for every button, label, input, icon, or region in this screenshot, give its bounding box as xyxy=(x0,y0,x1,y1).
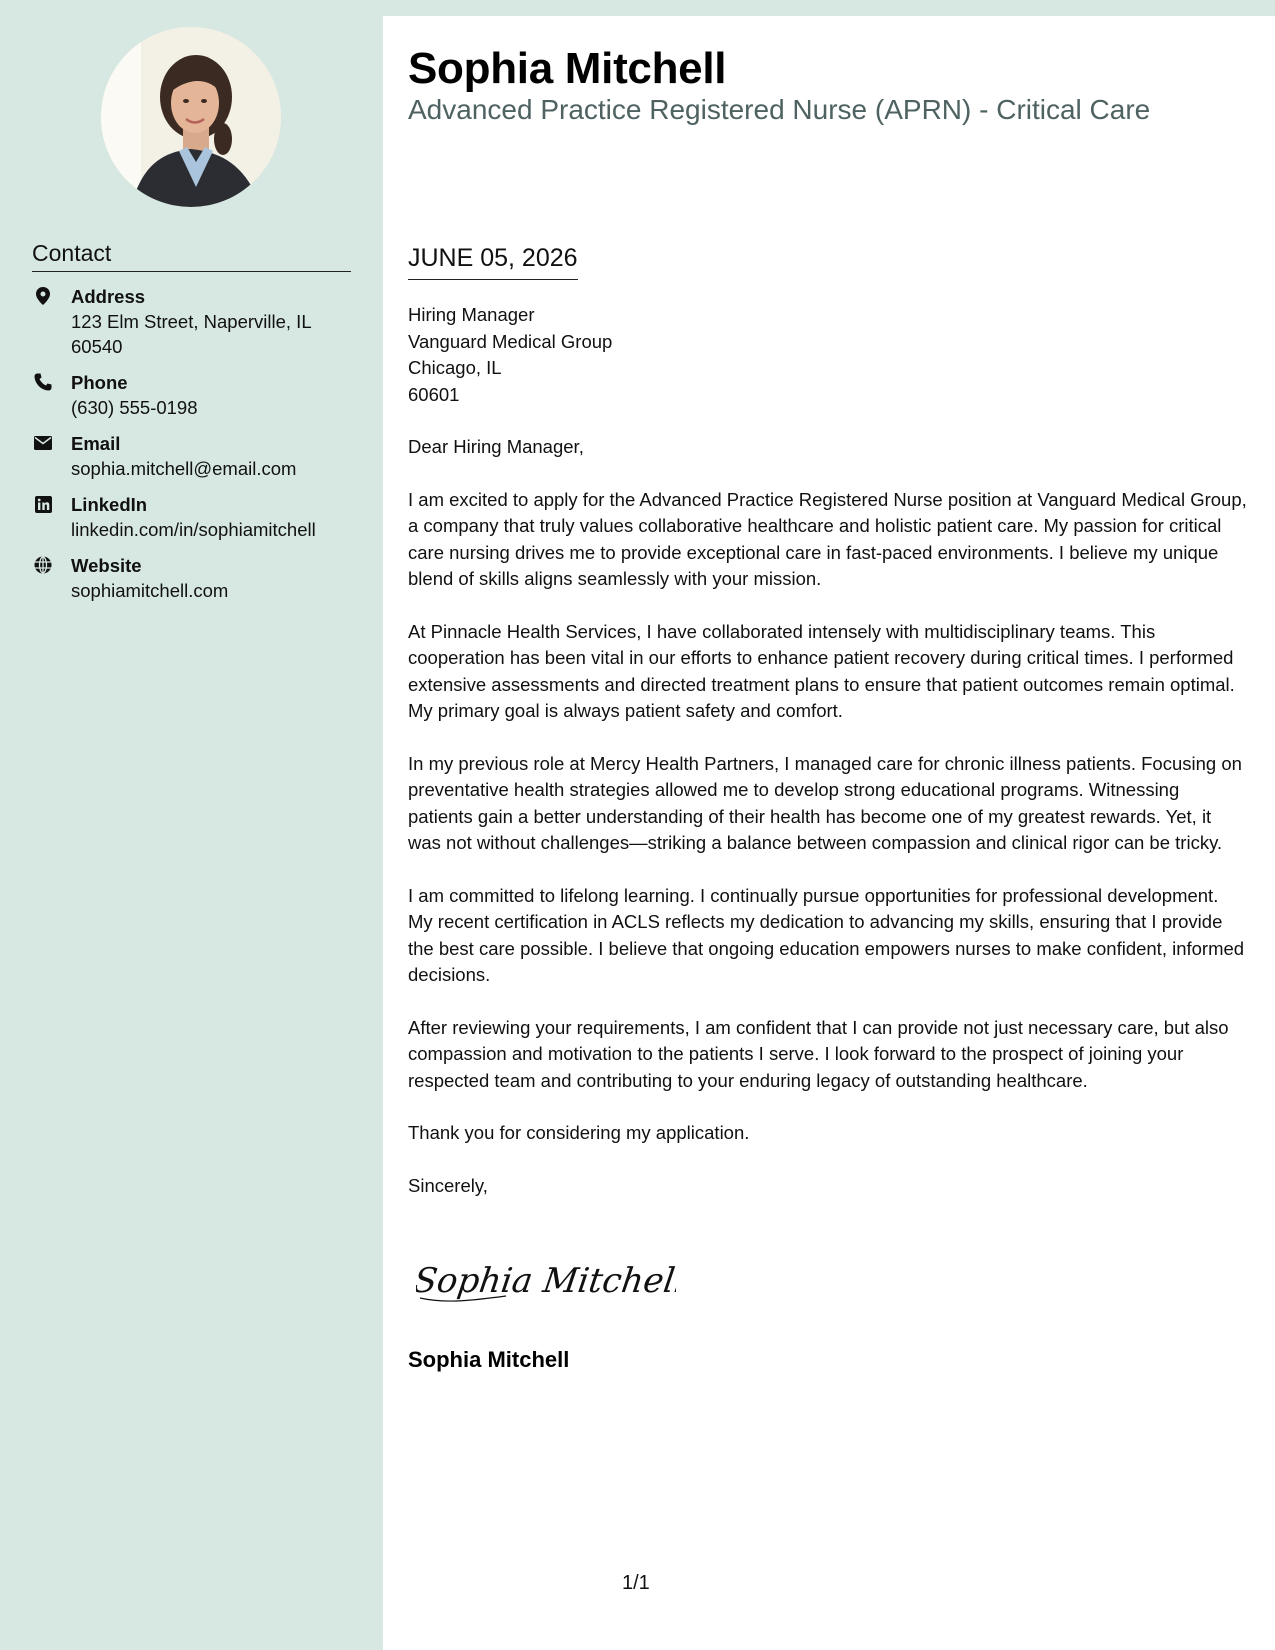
recipient-line: 60601 xyxy=(408,383,460,405)
contact-value: linkedin.com/in/sophiamitchell xyxy=(71,519,316,540)
letter-date: JUNE 05, 2026 xyxy=(408,244,578,280)
signer-name: Sophia Mitchell xyxy=(408,1347,570,1372)
profile-photo xyxy=(101,27,281,207)
contact-value: (630) 555-0198 xyxy=(71,397,198,418)
closing: Sincerely, xyxy=(408,1174,488,1196)
signature-text: Sophia Mitchell xyxy=(416,1261,676,1301)
letter-body xyxy=(408,302,1248,1225)
letter-paragraph: After reviewing your requirements, I am confident that I can provide not just necessary care, but also compassion and motivation to the patients I serve. I look forward to the prospect of joining your respected team and contributing to your enduring legacy of outstanding healthcare. xyxy=(408,1016,1229,1091)
recipient-block xyxy=(408,302,1248,408)
page-number: 1/1 xyxy=(622,1572,650,1594)
contact-heading: Contact xyxy=(32,240,351,272)
letter-paragraph: In my previous role at Mercy Health Partners, I managed care for chronic illness patients. Focusing on preventative health strategies allowed me to develop strong educational programs. Witnessing patients gain a better understanding of their health has become one of my greatest rewards. Yet, it was not without challenges—striking a balance between compassion and clinical rigor can be tricky. xyxy=(408,752,1242,853)
applicant-name: Sophia Mitchell xyxy=(408,44,727,93)
contact-value: sophiamitchell.com xyxy=(71,580,229,601)
contact-label: Address xyxy=(71,286,146,307)
handwritten-signature xyxy=(416,1252,676,1312)
linkedin-icon xyxy=(34,494,52,514)
contact-email xyxy=(32,431,362,481)
recipient-line: Chicago, IL xyxy=(408,357,502,378)
recipient-line: Hiring Manager xyxy=(408,304,535,325)
contact-label: LinkedIn xyxy=(71,494,148,515)
contact-label: Website xyxy=(71,555,142,576)
letter-paragraph: Thank you for considering my application. xyxy=(408,1122,750,1143)
letter-paragraph: At Pinnacle Health Services, I have collaborated intensely with multidisciplinary teams. This cooperation has been vital in our efforts to enhance patient recovery during critical times. I performed extensive assessments and directed treatment plans to ensure that patient outcomes remain optimal. My primary goal is always patient safety and comfort. xyxy=(408,620,1235,721)
contact-value: 123 Elm Street, Naperville, IL 60540 xyxy=(71,311,311,357)
recipient-line: Vanguard Medical Group xyxy=(408,330,613,352)
contact-phone xyxy=(32,370,362,420)
contact-label: Email xyxy=(71,433,121,454)
letter-paragraph: I am excited to apply for the Advanced Practice Registered Nurse position at Vanguard Medical Group, a company that truly values collaborative healthcare and holistic patient care. My passion for critical care nursing drives me to provide exceptional care in fast-paced environments. I believe my unique blend of skills aligns seamlessly with your mission. xyxy=(408,488,1247,589)
contact-value: sophia.mitchell@email.com xyxy=(71,458,297,479)
contact-address xyxy=(32,284,362,359)
envelope-icon xyxy=(34,433,52,453)
contact-linkedin xyxy=(32,492,362,542)
contact-list xyxy=(32,284,362,614)
contact-label: Phone xyxy=(71,372,128,393)
job-title: Advanced Practice Registered Nurse (APRN) - Critical Care xyxy=(408,94,1151,125)
letter-paragraph: I am committed to lifelong learning. I continually pursue opportunities for professional development. My recent certification in ACLS reflects my dedication to advancing my skills, ensuring that I provide the best care possible. I believe that ongoing education empowers nurses to make confident, informed decisions. xyxy=(408,884,1245,985)
contact-website xyxy=(32,553,362,603)
map-pin-icon xyxy=(34,286,52,306)
salutation: Dear Hiring Manager, xyxy=(408,436,584,457)
globe-icon xyxy=(34,555,52,575)
phone-icon xyxy=(34,372,52,392)
